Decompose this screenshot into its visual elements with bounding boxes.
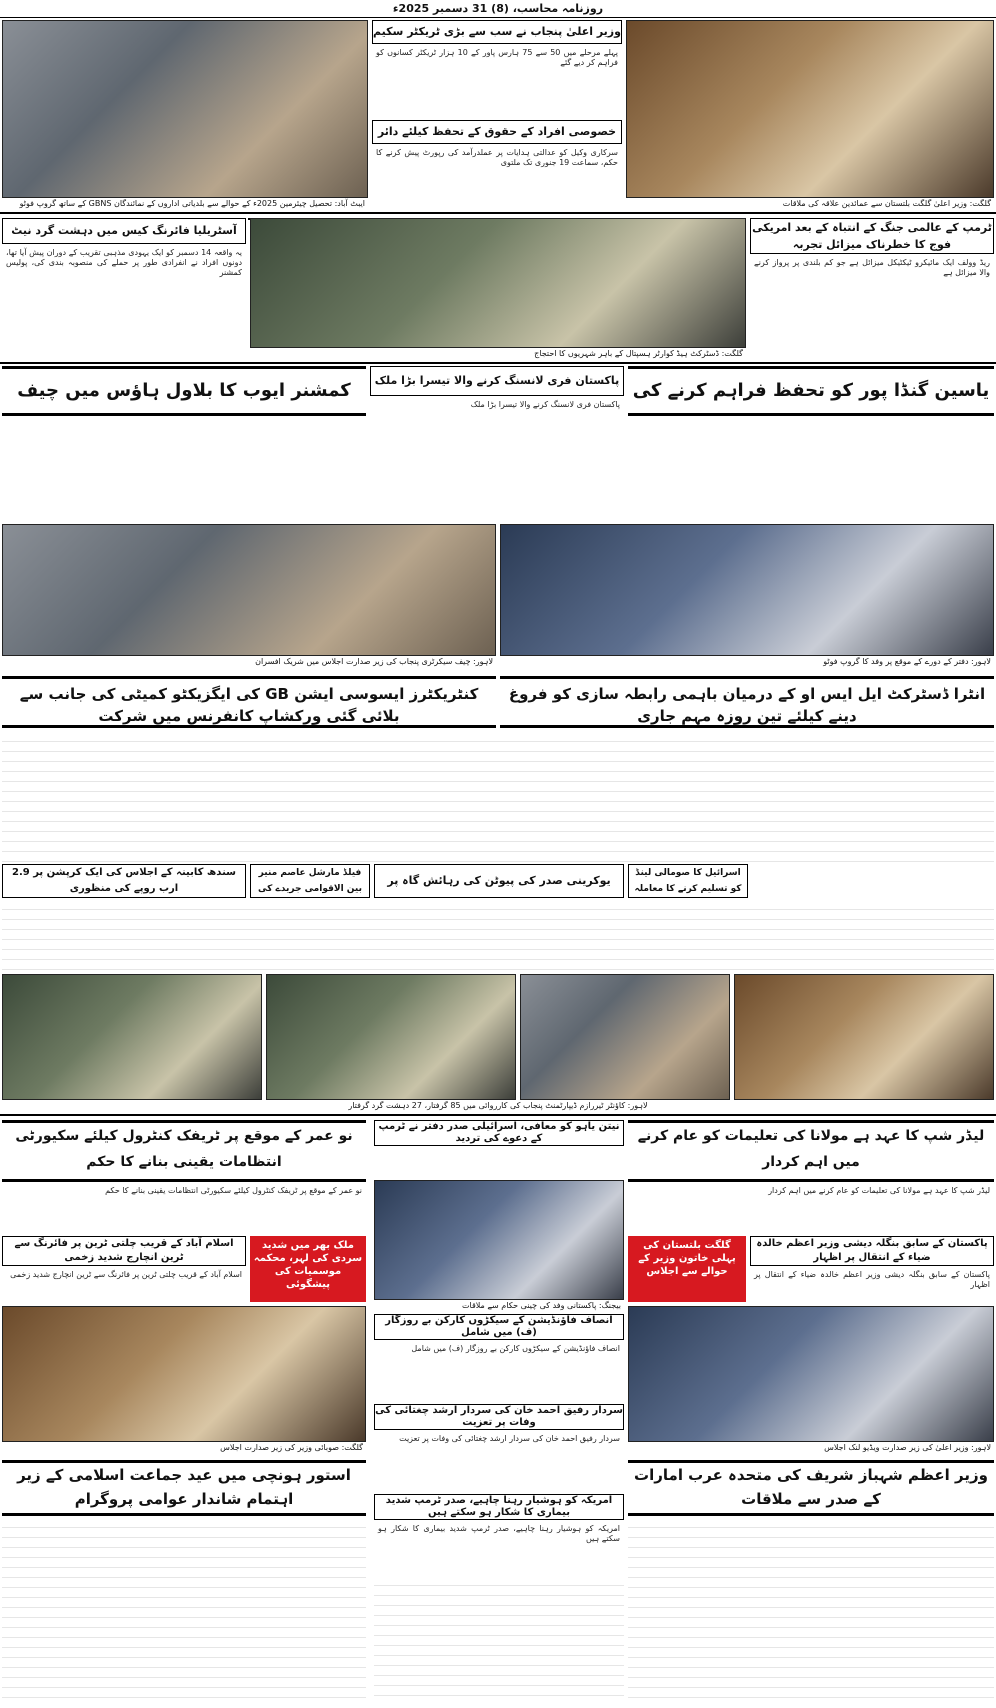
middle-center-text: پاکستان فری لانسنگ کرنے والا تیسرا بڑا ملک [470,400,620,409]
strip-photo-2 [266,974,516,1100]
lower-left-text: نو عمر کے موقع پر ٹریفک کنٹرول کیلئے سکیورٹی انتظامات یقینی بنانے کا حکم [105,1186,362,1195]
lower-right-text: لیڈر شپ کا عہد ہے مولانا کی تعلیمات کو عام کرنے میں اہم کردار [768,1186,990,1195]
bottom-right-banner: وزیر اعظم شہباز شریف کی متحدہ عرب امارات کے صدر سے ملاقات [628,1460,994,1516]
right2-text: ریڈ وولف ایک مائیکرو ٹیکٹیکل میزائل ہے جو کم بلندی پر پرواز کرنے والا میزائل ہے [754,258,990,277]
center-headline-2: خصوصی افراد کے حقوق کے تحفظ کیلئے دائر [372,120,622,144]
lower-center-text-3: سردار رفیق احمد خان کی سردار ارشد چغتائی کی وفات پر تعزیت [399,1434,620,1443]
middle-left-caption: لاہور: چیف سیکرٹری پنجاب کی زیر صدارت اجلاس میں شریک افسران [2,656,496,668]
subhead-3: یوکرینی صدر کی پیوٹن کی رہائش گاہ پر [374,864,624,898]
lower-center-caption: بیجنگ: پاکستانی وفد کی چینی حکام سے ملاقات [374,1300,624,1312]
news-column-text [2,732,994,862]
subhead-1: سندھ کابینہ کے اجلاس کی ایک کرپشن پر 2.9 ارب روپے کی منظوری [2,864,246,898]
middle-right-photo [500,524,994,656]
lower-center-photo [374,1180,624,1300]
strip-photo-4 [734,974,994,1100]
subhead-4: اسرائیل کا صومالی لینڈ کو تسلیم کرنے کا معاملہ [628,864,748,898]
center-headline-1: وزیر اعلیٰ پنجاب نے سب سے بڑی ٹریکٹر سکیم [372,20,622,44]
left2-headline: آسٹریلیا فائرنگ کیس میں دہشت گرد نیٹ [2,218,246,244]
lower-center-headline-2: انصاف فاؤنڈیشن کے سیکڑوں کارکن بے روزگار (ف) میں شامل [374,1314,624,1340]
center2-caption: گلگت: ڈسٹرکٹ ہیڈ کوارٹر ہسپتال کے باہر شہریوں کا احتجاج [250,348,746,360]
lower-right-subtext: پاکستان کے سابق بنگلہ دیشی وزیر اعظم خالدہ ضیاء کے انتقال پر اظہار [754,1270,990,1289]
strip-photo-3 [520,974,730,1100]
lower-center-headline-4: امریکہ کو ہوشیار رہنا چاہیے، صدر ٹرمپ شدید بیماری کا شکار ہو سکتے ہیں [374,1494,624,1520]
left2-text: یہ واقعہ 14 دسمبر کو ایک یہودی مذہبی تقریب کے دوران پیش آیا تھا، دونوں افراد نے انفرادی طور پر حملے کی منصوبہ بندی کی، پولیس کمشنر [6,248,242,277]
lower-right-subhead: پاکستان کے سابق بنگلہ دیشی وزیر اعظم خالدہ ضیاء کے انتقال پر اظہار [750,1236,994,1266]
strip-photo-1 [2,974,262,1100]
lower-center-text-4: امریکہ کو ہوشیار رہنا چاہیے، صدر ٹرمپ شدید بیماری کا شکار ہو سکتے ہیں [378,1524,620,1543]
banner-right: انٹرا ڈسٹرکٹ ایل ایس او کے درمیان باہمی رابطہ سازی کو فروغ دینے کیلئے تین روزہ مہم جاری [500,676,994,728]
bottom-center-text [374,1576,624,1704]
lower-right-headline: لیڈر شپ کا عہد ہے مولانا کی تعلیمات کو عام کرنے میں اہم کردار [628,1120,994,1182]
middle-left-photo [2,524,496,656]
subhead-2: فیلڈ مارشل عاصم منیر بین الاقوامی جریدے کی [250,864,370,898]
banner-left: کنٹریکٹرز ایسوسی ایشن GB کی ایگزیکٹو کمیٹی کی جانب سے بلائی گئی ورکشاپ کانفرنس میں شرکت [2,676,496,728]
top-left-caption: ایبٹ آباد: تحصیل چیئرمین 2025ء کے حوالے سے بلدیاتی اداروں کے نمائندگان GBNS کے ساتھ گروپ فوٹو [2,198,368,210]
center-text-2: سرکاری وکیل کو عدالتی ہدایات پر عملدرآمد کی رپورٹ پیش کرنے کا حکم، سماعت 19 جنوری تک ملتوی [376,148,618,167]
center2-photo [250,218,746,348]
middle-right-caption: لاہور: دفتر کے دورے کے موقع پر وفد کا گروپ فوٹو [500,656,994,668]
middle-left-headline: کمشنر ایوب کا بلاول ہاؤس میں چیف [2,366,366,416]
masthead: روزنامہ محاسب، (8) 31 دسمبر 2025ء [0,0,996,18]
lower-center-text-2: انصاف فاؤنڈیشن کے سیکڑوں کارکن بے روزگار (ف) میں شامل [411,1344,620,1353]
lower-left-photo [2,1306,366,1442]
lower-right-caption: لاہور: وزیر اعلیٰ کی زیر صدارت ویڈیو لنک اجلاس [628,1442,994,1454]
top-right-caption: گلگت: وزیر اعلیٰ گلگت بلتستان سے عمائدین علاقہ کی ملاقات [626,198,994,210]
lower-left-headline: نو عمر کے موقع پر ٹریفک کنٹرول کیلئے سکیورٹی انتظامات یقینی بنانے کا حکم [2,1120,366,1182]
lower-center-headline-1: نیتن یاہو کو معافی، اسرائیلی صدر دفتر نے ٹرمپ کے دعوے کی تردید [374,1120,624,1146]
divider [0,362,996,364]
lower-left-subhead: اسلام آباد کے قریب چلتی ٹرین پر فائرنگ سے ٹرین انچارج شدید زخمی [2,1236,246,1266]
divider [0,212,996,214]
right2-headline: ٹرمپ کے عالمی جنگ کے انتباہ کے بعد امریکی فوج کا خطرناک میزائل تجربہ [750,218,994,254]
lower-center-headline-3: سردار رفیق احمد خان کی سردار ارشد چغتائی کی وفات پر تعزیت [375,1405,623,1428]
top-right-photo [626,20,994,198]
lower-right-photo [628,1306,994,1442]
divider [0,1114,996,1116]
center-text-1: پہلے مرحلے میں 50 سے 75 ہارس پاور کے 10 ہزار ٹریکٹر کسانوں کو فراہم کر دیے گئے [376,48,619,67]
strip-caption: لاہور: کاؤنٹر ٹیررازم ڈیپارٹمنٹ پنجاب کی کارروائی میں 85 گرفتار، 27 دہشت گرد گرفتار [2,1100,994,1112]
middle-right-headline: یاسین گنڈا پور کو تحفظ فراہم کرنے کی [628,366,994,416]
top-left-photo [2,20,368,198]
lower-left-red-box: ملک بھر میں شدید سردی کی لہر، محکمہ موسمیات کی پیشگوئی [250,1236,366,1302]
bottom-left-banner: استور ہونچی میں عید جماعت اسلامی کے زیر اہتمام شاندار عوامی پروگرام [2,1460,366,1516]
bottom-right-text [628,1518,994,1704]
bottom-left-text [2,1518,366,1704]
lower-right-red-box: گلگت بلتستان کی پہلی خاتون وزیر کے حوالے سے اجلاس [628,1236,746,1302]
middle-center-headline: پاکستان فری لانسنگ کرنے والا تیسرا بڑا ملک [370,366,624,396]
lower-left-subtext: اسلام آباد کے قریب چلتی ٹرین پر فائرنگ سے ٹرین انچارج شدید زخمی [10,1270,242,1279]
lower-left-caption: گلگت: صوبائی وزیر کی زیر صدارت اجلاس [2,1442,366,1454]
subhead-text-area [2,900,994,970]
